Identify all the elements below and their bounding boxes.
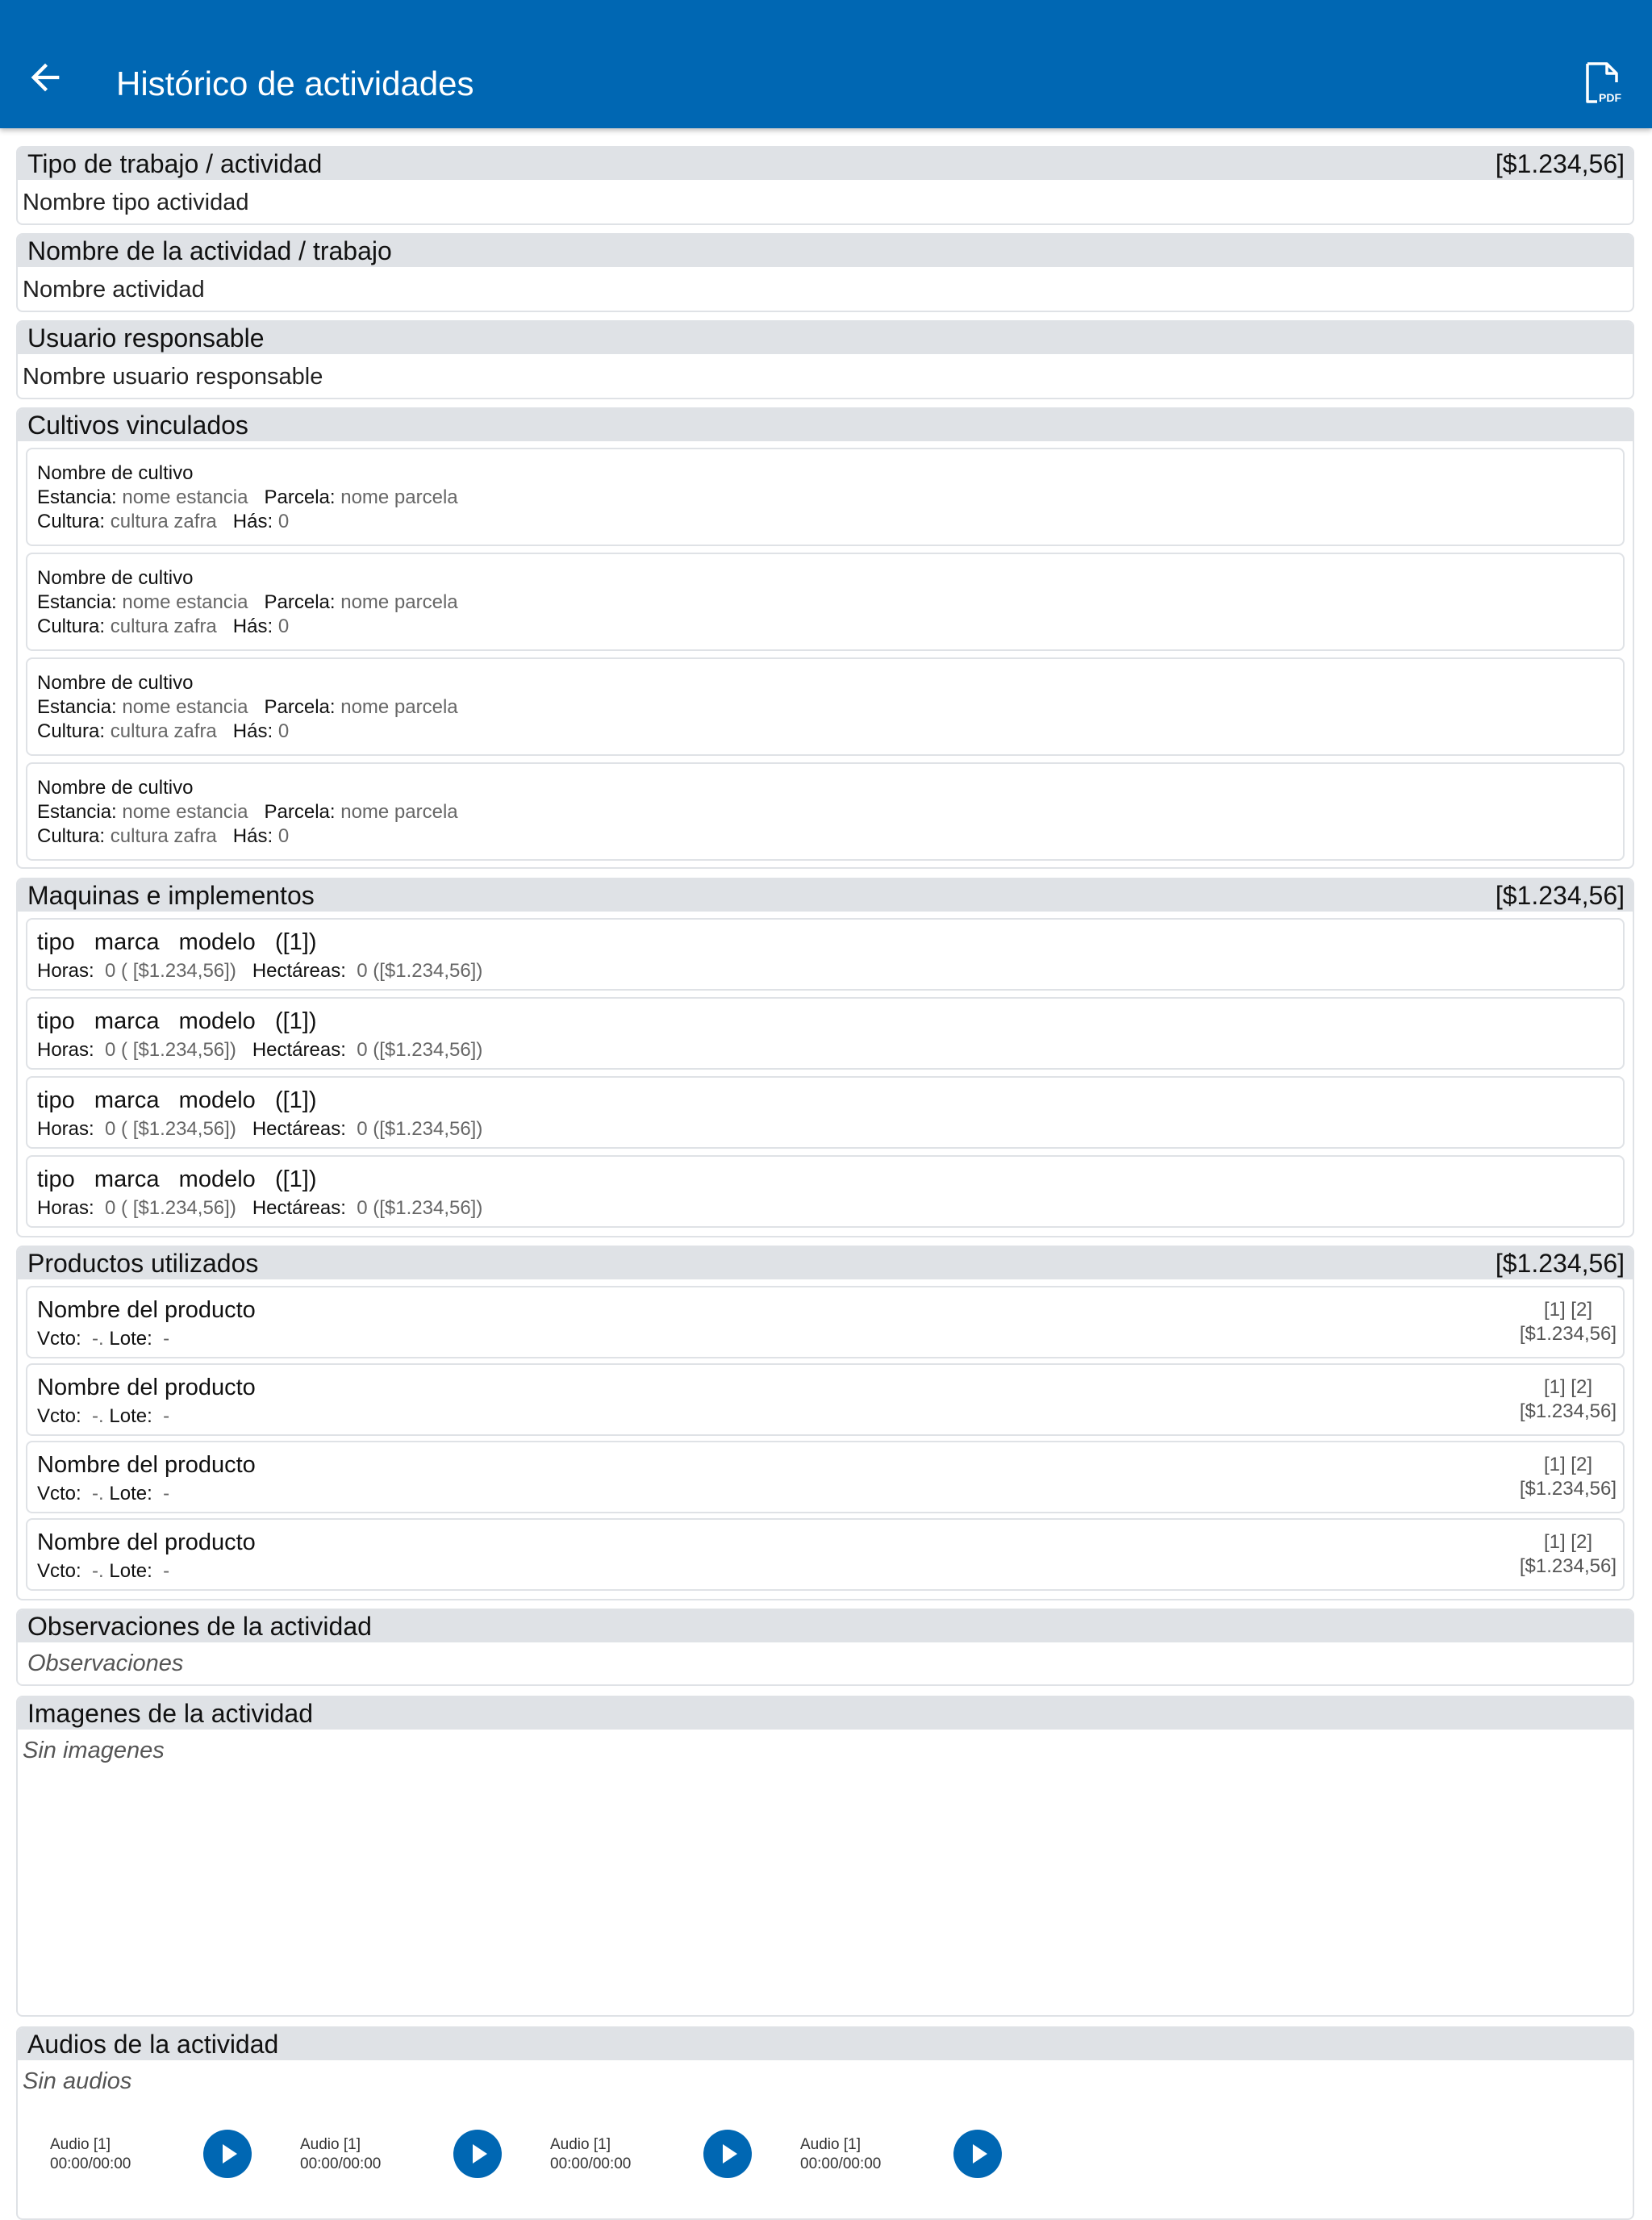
section-title: Audios de la actividad bbox=[27, 2030, 279, 2059]
section-amount: [$1.234,56] bbox=[1495, 881, 1625, 910]
maquina-title: tipo marca modelo ([1]) bbox=[37, 1166, 317, 1192]
section-tipo-trabajo bbox=[16, 146, 1634, 225]
audio-time: 00:00/00:00 bbox=[50, 2155, 131, 2172]
section-header bbox=[18, 322, 1633, 354]
section-amount: [$1.234,56] bbox=[1495, 149, 1625, 178]
producto-details: Vcto: -. Lote: - bbox=[37, 1560, 170, 1582]
play-icon bbox=[218, 2142, 240, 2166]
pdf-file-icon[interactable] bbox=[1583, 61, 1626, 105]
section-productos bbox=[16, 1246, 1634, 1600]
app-bar bbox=[0, 0, 1652, 128]
producto-card[interactable] bbox=[26, 1363, 1625, 1436]
producto-price: [$1.234,56] bbox=[1519, 1400, 1617, 1422]
cultivo-name: Nombre de cultivo bbox=[37, 567, 194, 589]
producto-price: [$1.234,56] bbox=[1519, 1478, 1617, 1500]
section-title: Imagenes de la actividad bbox=[27, 1699, 313, 1728]
audio-label: Audio [1] bbox=[550, 2136, 611, 2153]
producto-qty: [1] [2] bbox=[1543, 1299, 1592, 1321]
producto-card[interactable] bbox=[26, 1518, 1625, 1591]
maquina-details: Horas: 0 ( [$1.234,56]) Hectáreas: 0 ([$1.234,56]) bbox=[37, 1039, 483, 1061]
section-nombre-actividad bbox=[16, 233, 1634, 312]
section-imagenes bbox=[16, 1696, 1634, 2017]
cultivo-details: Estancia: nome estancia Parcela: nome parcela bbox=[37, 591, 458, 613]
cultivo-card[interactable] bbox=[26, 657, 1625, 756]
section-title: Cultivos vinculados bbox=[27, 411, 248, 440]
producto-details: Vcto: -. Lote: - bbox=[37, 1405, 170, 1427]
producto-name: Nombre del producto bbox=[37, 1297, 256, 1323]
section-header bbox=[18, 1610, 1633, 1642]
maquina-card[interactable] bbox=[26, 997, 1625, 1070]
maquina-card[interactable] bbox=[26, 1155, 1625, 1228]
section-maquinas bbox=[16, 878, 1634, 1237]
section-title: Observaciones de la actividad bbox=[27, 1612, 372, 1641]
play-button[interactable] bbox=[203, 2130, 252, 2178]
producto-qty: [1] [2] bbox=[1543, 1376, 1592, 1398]
producto-name: Nombre del producto bbox=[37, 1375, 256, 1400]
producto-details: Vcto: -. Lote: - bbox=[37, 1483, 170, 1504]
section-header bbox=[18, 409, 1633, 441]
producto-card[interactable] bbox=[26, 1286, 1625, 1358]
cultivo-name: Nombre de cultivo bbox=[37, 462, 194, 484]
maquina-title: tipo marca modelo ([1]) bbox=[37, 929, 317, 955]
play-icon bbox=[718, 2142, 740, 2166]
maquina-title: tipo marca modelo ([1]) bbox=[37, 1087, 317, 1113]
cultivo-details: Estancia: nome estancia Parcela: nome parcela bbox=[37, 486, 458, 508]
audio-time: 00:00/00:00 bbox=[550, 2155, 632, 2172]
section-amount: [$1.234,56] bbox=[1495, 1249, 1625, 1278]
audio-time: 00:00/00:00 bbox=[800, 2155, 882, 2172]
section-title: Nombre de la actividad / trabajo bbox=[27, 236, 392, 265]
audio-label: Audio [1] bbox=[300, 2136, 361, 2153]
producto-name: Nombre del producto bbox=[37, 1452, 256, 1478]
section-value: Nombre tipo actividad bbox=[23, 190, 249, 215]
section-header bbox=[18, 2028, 1633, 2060]
observaciones-field[interactable]: Observaciones bbox=[27, 1650, 184, 1676]
section-observaciones bbox=[16, 1609, 1634, 1686]
section-header bbox=[18, 1697, 1633, 1730]
section-header bbox=[18, 235, 1633, 267]
cultivo-details: Cultura: cultura zafra Hás: 0 bbox=[37, 511, 290, 532]
page-title: Histórico de actividades bbox=[116, 65, 474, 102]
audio-label: Audio [1] bbox=[50, 2136, 111, 2153]
audio-item bbox=[50, 2130, 292, 2194]
cultivo-details: Estancia: nome estancia Parcela: nome parcela bbox=[37, 801, 458, 823]
cultivo-name: Nombre de cultivo bbox=[37, 777, 194, 799]
section-title: Tipo de trabajo / actividad bbox=[27, 149, 323, 178]
audio-item bbox=[800, 2130, 1042, 2194]
section-header bbox=[18, 1247, 1633, 1279]
maquina-details: Horas: 0 ( [$1.234,56]) Hectáreas: 0 ([$1.234,56]) bbox=[37, 1197, 483, 1219]
section-usuario-responsable bbox=[16, 320, 1634, 399]
section-title: Usuario responsable bbox=[27, 323, 265, 353]
section-value: Nombre usuario responsable bbox=[23, 364, 323, 390]
maquina-title: tipo marca modelo ([1]) bbox=[37, 1008, 317, 1034]
empty-audios-text: Sin audios bbox=[23, 2068, 132, 2094]
cultivo-card[interactable] bbox=[26, 762, 1625, 861]
section-header bbox=[18, 148, 1633, 180]
maquina-card[interactable] bbox=[26, 1076, 1625, 1149]
audio-item bbox=[550, 2130, 792, 2194]
maquina-details: Horas: 0 ( [$1.234,56]) Hectáreas: 0 ([$1.234,56]) bbox=[37, 1118, 483, 1140]
play-button[interactable] bbox=[453, 2130, 502, 2178]
cultivo-details: Cultura: cultura zafra Hás: 0 bbox=[37, 616, 290, 637]
section-title: Productos utilizados bbox=[27, 1249, 259, 1278]
cultivo-details: Cultura: cultura zafra Hás: 0 bbox=[37, 720, 290, 742]
cultivo-card[interactable] bbox=[26, 553, 1625, 651]
cultivo-name: Nombre de cultivo bbox=[37, 672, 194, 694]
producto-price: [$1.234,56] bbox=[1519, 1555, 1617, 1577]
cultivo-card[interactable] bbox=[26, 448, 1625, 546]
section-header bbox=[18, 879, 1633, 912]
audio-time: 00:00/00:00 bbox=[300, 2155, 382, 2172]
audio-label: Audio [1] bbox=[800, 2136, 861, 2153]
play-button[interactable] bbox=[703, 2130, 752, 2178]
arrow-left-icon[interactable] bbox=[24, 56, 66, 98]
producto-card[interactable] bbox=[26, 1441, 1625, 1513]
audio-item bbox=[300, 2130, 542, 2194]
producto-qty: [1] [2] bbox=[1543, 1531, 1592, 1553]
play-icon bbox=[968, 2142, 991, 2166]
producto-details: Vcto: -. Lote: - bbox=[37, 1328, 170, 1350]
producto-price: [$1.234,56] bbox=[1519, 1323, 1617, 1345]
section-cultivos-vinculados bbox=[16, 407, 1634, 869]
section-title: Maquinas e implementos bbox=[27, 881, 315, 910]
play-icon bbox=[468, 2142, 490, 2166]
cultivo-details: Cultura: cultura zafra Hás: 0 bbox=[37, 825, 290, 847]
section-value: Nombre actividad bbox=[23, 277, 205, 303]
maquina-card[interactable] bbox=[26, 918, 1625, 991]
producto-name: Nombre del producto bbox=[37, 1529, 256, 1555]
empty-images-text: Sin imagenes bbox=[23, 1738, 165, 1763]
play-button[interactable] bbox=[953, 2130, 1002, 2178]
maquina-details: Horas: 0 ( [$1.234,56]) Hectáreas: 0 ([$1.234,56]) bbox=[37, 960, 483, 982]
producto-qty: [1] [2] bbox=[1543, 1454, 1592, 1475]
cultivo-details: Estancia: nome estancia Parcela: nome parcela bbox=[37, 696, 458, 718]
svg-text:PDF: PDF bbox=[1599, 91, 1621, 104]
